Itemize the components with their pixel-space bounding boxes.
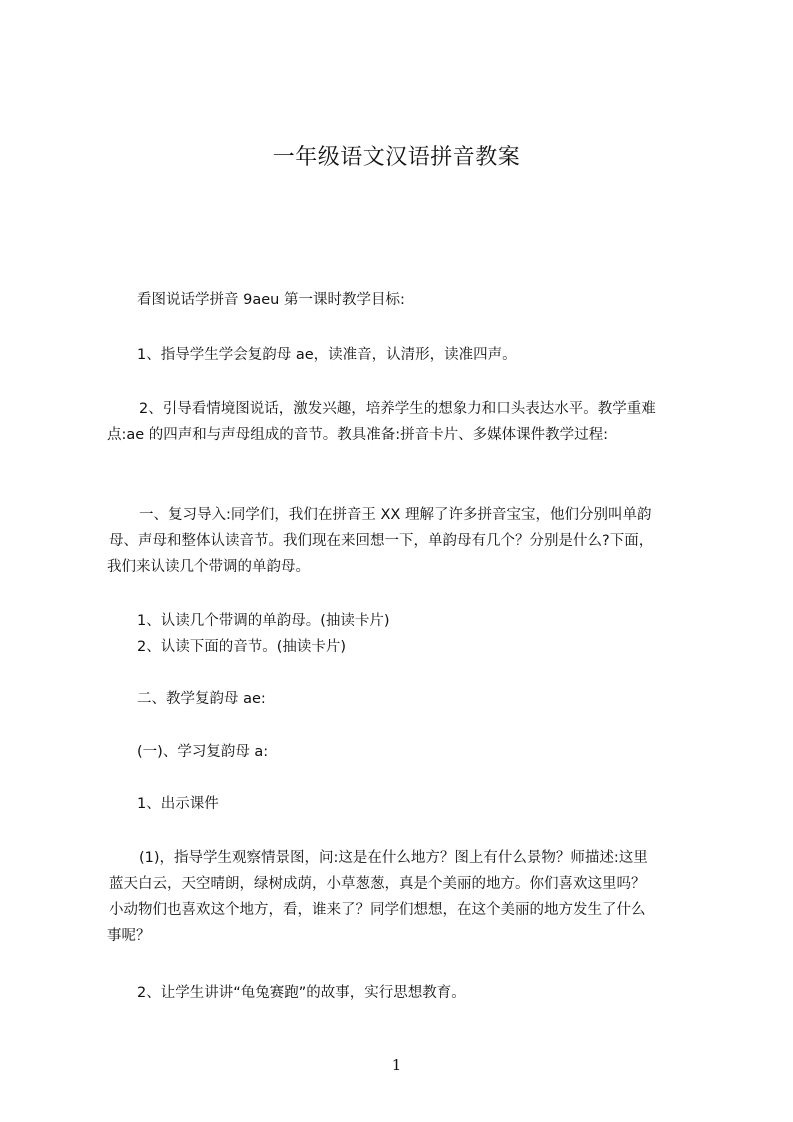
paragraph [107,791,707,817]
text-line: 蓝天白云，天空晴朗，绿树成荫，小草葱葱，真是个美丽的地方。你们喜欢这里吗？ [109,876,646,892]
text-line: 1、指导学生学会复韵母 ae，读准音，认清形，读准四声。 [137,347,517,363]
text-line: 1、认读几个带调的单韵母。(抽读卡片) [137,613,390,629]
text-line: 2、引导看情境图说话，激发兴趣，培养学生的想象力和口头表达水平。教学重难 [139,401,656,417]
text-line: 看图说话学拼音 9aeu 第一课时教学目标: [137,292,405,308]
paragraph [107,980,707,1006]
paragraph [107,686,707,712]
document-title: 一年级语文汉语拼音教案 [272,145,521,170]
page-number: 1 [391,1056,402,1074]
text-line: 2、认读下面的音节。(抽读卡片) [137,639,347,655]
text-line: 母、声母和整体认读音节。我们现在来回想一下，单韵母有几个？分别是什么?下面， [109,533,654,549]
text-line: 2、让学生讲讲“龟兔赛跑”的故事，实行思想教育。 [137,985,466,1001]
text-line: 我们来认读几个带调的单韵母。 [107,559,310,575]
text-line: 小动物们也喜欢这个地方，看，谁来了？同学们想想，在这个美丽的地方发生了什么 [109,902,646,918]
paragraph [107,502,707,580]
text-line: 1、出示课件 [137,796,219,812]
paragraph [107,342,707,368]
text-line: 点:ae 的四声和与声母组成的音节。教具准备:拼音卡片、多媒体课件教学过程: [107,427,609,443]
paragraph [107,634,707,660]
text-line: 二、教学复韵母 ae: [137,691,266,707]
text-line: 事呢？ [107,928,151,944]
paragraph [107,845,707,949]
paragraph [107,608,707,634]
paragraph [107,396,707,448]
text-line: 一、复习导入:同学们，我们在拼音王 XX 理解了许多拼音宝宝，他们分别叫单韵 [139,507,652,523]
paragraph [107,287,707,313]
paragraph [107,739,707,765]
text-line: (一)、学习复韵母 a: [137,744,269,760]
text-line: (1)，指导学生观察情景图，问:这是在什么地方？图上有什么景物？师描述:这里 [139,850,648,866]
